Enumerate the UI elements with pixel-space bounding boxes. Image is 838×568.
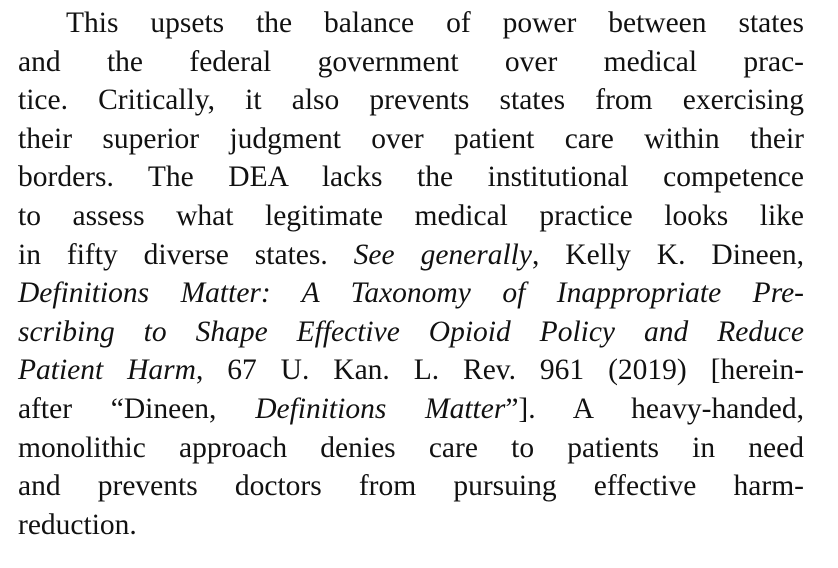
body-paragraph <box>18 4 804 544</box>
text-run: and prevents doctors from pursuing effective harm- <box>18 470 804 503</box>
text-line <box>18 43 804 82</box>
text-run: and the federal government over medical prac- <box>18 45 804 78</box>
text-line <box>18 236 804 275</box>
text-run: after “Dineen, <box>18 392 256 425</box>
text-line-last <box>18 506 804 545</box>
italic-text-run: Definitions Matter <box>255 392 506 425</box>
italic-text-run: Patient Harm <box>18 354 196 387</box>
text-run: borders. The DEA lacks the institutional competence <box>18 161 804 194</box>
text-run: monolithic approach denies care to patients in need <box>18 431 804 464</box>
text-line <box>18 197 804 236</box>
text-run: , 67 U. Kan. L. Rev. 961 (2019) [herein- <box>195 354 805 387</box>
text-line <box>18 4 804 43</box>
text-line <box>18 313 804 352</box>
text-line <box>18 390 804 429</box>
italic-text-run: Definitions Matter: A Taxonomy of Inappropriate Pre- <box>18 277 804 310</box>
italic-text-run: scribing to Shape Effective Opioid Policy and Reduce <box>18 315 804 348</box>
text-run: reduction. <box>18 508 137 541</box>
text-run: in fifty diverse states. <box>18 238 354 271</box>
text-run: to assess what legitimate medical practice looks like <box>18 199 804 232</box>
text-run: , Kelly K. Dineen, <box>531 238 804 271</box>
text-run: their superior judgment over patient care within their <box>18 122 804 155</box>
text-run: ”]. A heavy-handed, <box>505 392 805 425</box>
text-run: This upsets the balance of power between states <box>66 7 804 39</box>
text-line <box>18 274 804 313</box>
text-line <box>18 158 804 197</box>
text-line <box>18 81 804 120</box>
text-line <box>18 467 804 506</box>
text-line <box>18 351 804 390</box>
document-page <box>18 4 804 544</box>
italic-text-run: See generally <box>353 238 532 271</box>
text-run: tice. Critically, it also prevents states from exercising <box>18 84 804 117</box>
text-line <box>18 120 804 159</box>
text-line <box>18 429 804 468</box>
